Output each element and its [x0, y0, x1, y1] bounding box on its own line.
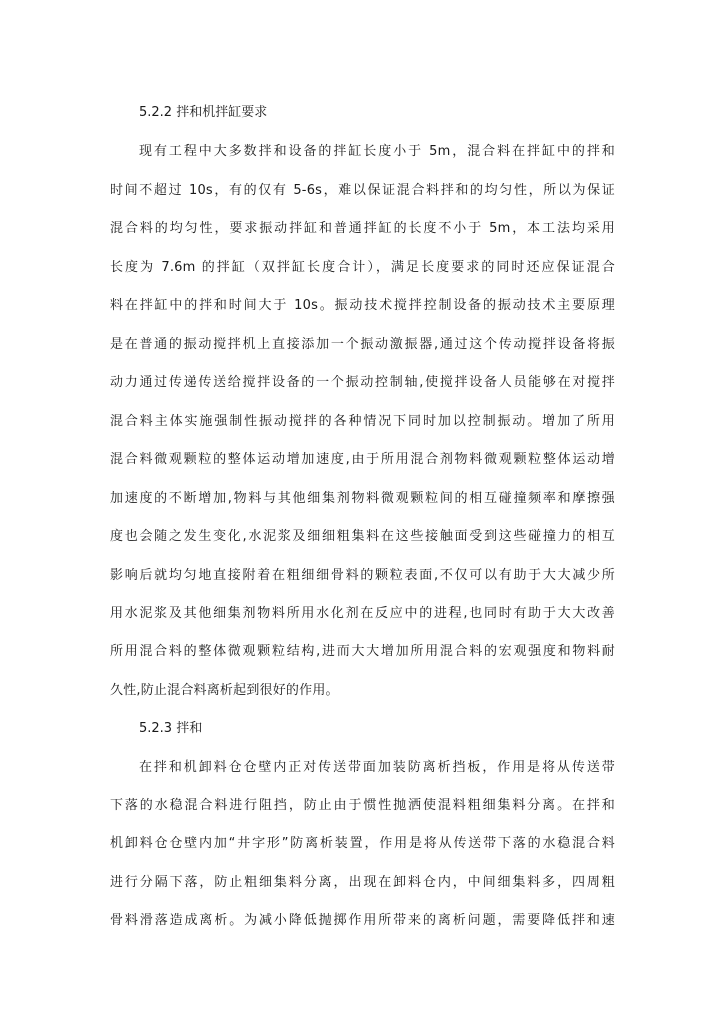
paragraph-line: 是在普通的振动搅拌机上直接添加一个振动激振器,通过这个传动搅拌设备将振 [110, 337, 615, 352]
paragraph-line: 现有工程中大多数拌和设备的拌缸长度小于 5m，混合料在拌缸中的拌和 [139, 144, 615, 159]
paragraph-line: 机卸料仓仓壁内加“井字形”防离析装置，作用是将从传送带下落的水稳混合料 [110, 836, 615, 851]
paragraph-line: 进行分隔下落，防止粗细集料分离，出现在卸料仓内，中间细集料多，四周粗 [110, 875, 615, 890]
paragraph-line: 所用混合料的整体微观颗粒结构,进而大大增加所用混合料的宏观强度和物料耐 [110, 644, 615, 659]
paragraph-line: 久性,防止混合料离析起到很好的作用。 [110, 683, 339, 698]
paragraph-line: 时间不超过 10s，有的仅有 5-6s，难以保证混合料拌和的均匀性，所以为保证 [110, 183, 615, 198]
paragraph-line: 下落的水稳混合料进行阻挡，防止由于惯性抛洒使混料粗细集料分离。在拌和 [110, 798, 615, 813]
paragraph-line: 加速度的不断增加,物料与其他细集剂物料微观颗粒间的相互碰撞频率和摩擦强 [110, 491, 615, 506]
paragraph-line: 影响后就均匀地直接附着在粗细细骨料的颗粒表面,不仅可以有助于大大减少所 [110, 568, 615, 583]
paragraph-line: 骨料滑落造成离析。为减小降低抛掷作用所带来的离析问题，需要降低拌和速 [110, 913, 615, 928]
paragraph-line: 混合料的均匀性，要求振动拌缸和普通拌缸的长度不小于 5m，本工法均采用 [110, 221, 615, 236]
paragraph-line: 料在拌缸中的拌和时间大于 10s。振动技术搅拌控制设备的振动技术主要原理 [110, 298, 615, 313]
paragraph-line: 动力通过传递传送给搅拌设备的一个振动控制轴,使搅拌设备人员能够在对搅拌 [110, 375, 615, 390]
paragraph-line: 在拌和机卸料仓仓壁内正对传送带面加装防离析挡板，作用是将从传送带 [139, 760, 615, 775]
paragraph-line: 用水泥浆及其他细集剂物料所用水化剂在反应中的进程,也同时有助于大大改善 [110, 606, 615, 621]
paragraph-line: 度也会随之发生变化,水泥浆及细细粗集料在这些接触面受到这些碰撞力的相互 [110, 529, 615, 544]
paragraph-line: 长度为 7.6m 的拌缸（双拌缸长度合计），满足长度要求的同时还应保证混合 [110, 260, 615, 275]
section-heading-5-2-3: 5.2.3 拌和 [139, 721, 203, 736]
paragraph-line: 混合料主体实施强制性振动搅拌的各种情况下同时加以控制振动。增加了所用 [110, 414, 615, 429]
paragraph-line: 混合料微观颗粒的整体运动增加速度,由于所用混合剂物料微观颗粒整体运动增 [110, 452, 615, 467]
section-heading-5-2-2: 5.2.2 拌和机拌缸要求 [139, 105, 268, 120]
